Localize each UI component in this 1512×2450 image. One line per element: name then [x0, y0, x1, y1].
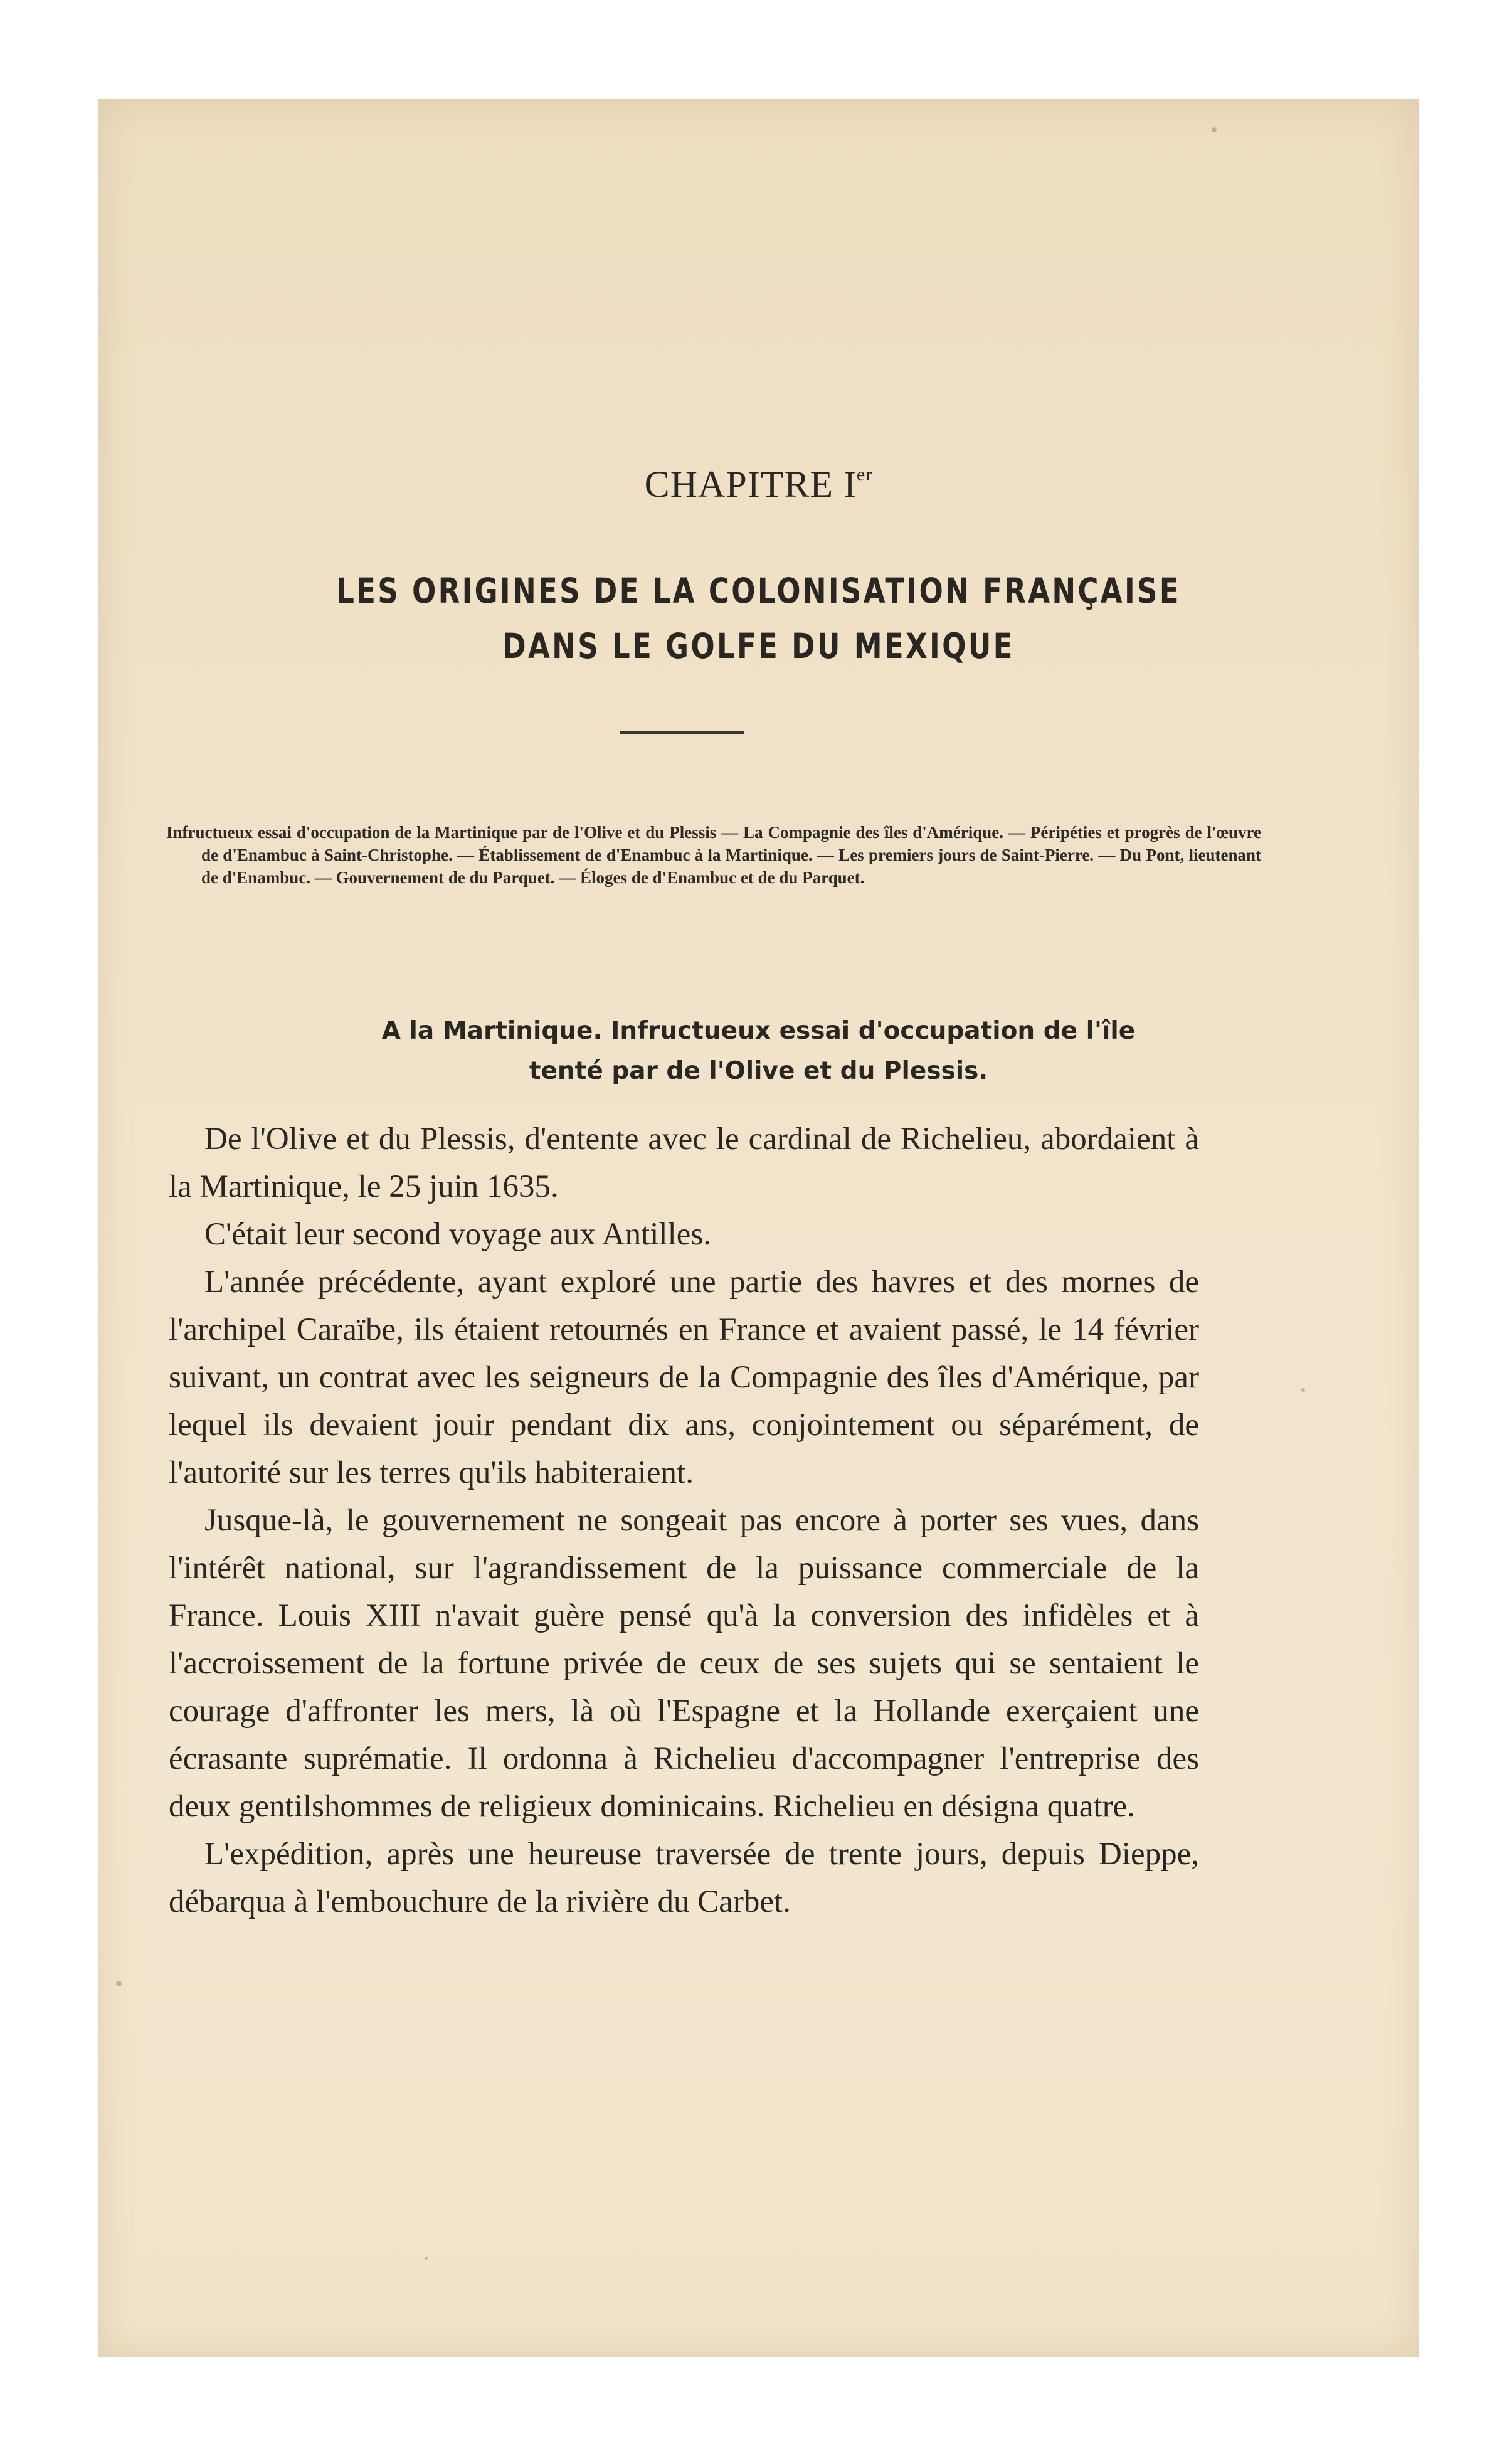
chapter-title-line-1: LES ORIGINES DE LA COLONISATION FRANÇAISE	[336, 571, 1181, 611]
paragraph: De l'Olive et du Plessis, d'entente avec le cardinal de Richelieu, abordaient à la Martinique, le 25 juin 1635.	[169, 1122, 1199, 1204]
paper-speck	[425, 2257, 428, 2260]
section-subheading-line-1: A la Martinique. Infructueux essai d'occupation de l'île	[381, 1017, 1136, 1045]
section-subheading	[98, 1011, 1419, 1091]
paper-speck	[116, 1981, 122, 1986]
paragraph: L'expédition, après une heureuse traversée de trente jours, depuis Dieppe, débarqua à l'embouchure de la rivière du Carbet.	[169, 1837, 1199, 1919]
body-text	[169, 1115, 1199, 1926]
chapter-ordinal: er	[857, 464, 873, 485]
chapter-title	[98, 563, 1419, 674]
chapter-heading	[98, 463, 1419, 506]
paragraph: C'était leur second voyage aux Antilles.	[204, 1217, 711, 1252]
paragraph: Jusque-là, le gouvernement ne songeait pas encore à porter ses vues, dans l'intérêt national, sur l'agrandissement de la puissance commerciale de la France. Louis XIII n'avait guère pensé qu'à la conversion des infidèles et à l'accroissement de la fortune privée de ceux de ses sujets qui se sentaient le courage d'affronter les mers, là où l'Espagne et la Hollande exerçaient une écrasante suprématie. Il ordonna à Richelieu d'accompagner l'entreprise des deux gentilshommes de religieux dominicains. Richelieu en désigna quatre.	[169, 1503, 1199, 1824]
book-page	[98, 99, 1419, 2357]
chapter-summary: Infructueux essai d'occupation de la Martinique par de l'Olive et du Plessis — La Compagnie des îles d'Amérique. — Péripéties et progrès de l'œuvre de d'Enambuc à Saint-Christophe. — Établissement de d'Enambuc à la Martinique. — Les premiers jours de Saint-Pierre. — Du Pont, lieutenant de d'Enambuc. — Gouvernement de du Parquet. — Éloges de d'Enambuc et de du Parquet.	[166, 823, 1261, 887]
section-subheading-line-2: tenté par de l'Olive et du Plessis.	[529, 1057, 988, 1085]
paper-speck	[1212, 127, 1217, 132]
chapter-title-line-2: DANS LE GOLFE DU MEXIQUE	[502, 626, 1015, 666]
paragraph: L'année précédente, ayant exploré une partie des havres et des mornes de l'archipel Caraïbe, ils étaient retournés en France et avaient passé, le 14 février suivant, un contrat avec les seigneurs de la Compagnie des îles d'Amérique, par lequel ils devaient jouir pendant dix ans, conjointement ou séparément, de l'autorité sur les terres qu'ils habiteraient.	[169, 1265, 1199, 1490]
chapter-label: CHAPITRE I	[644, 464, 857, 505]
title-divider	[620, 731, 744, 734]
paper-speck	[1301, 1388, 1305, 1392]
